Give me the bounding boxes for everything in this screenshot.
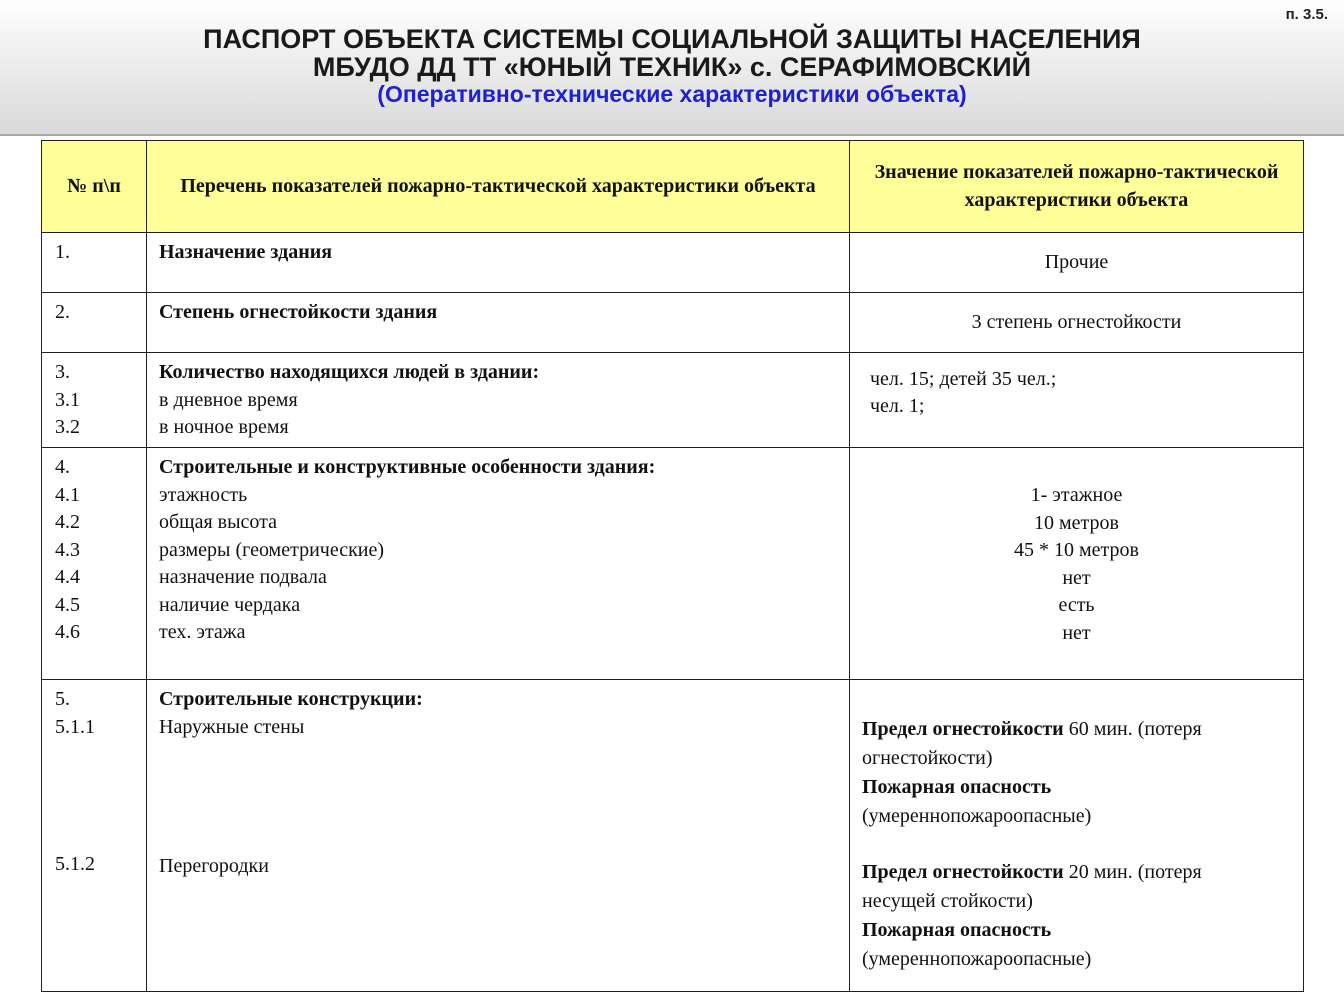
fire-hazard-value: (умереннопожароопасные) xyxy=(862,805,1092,827)
row-number: 1. xyxy=(42,233,147,293)
row-number-line: 4. xyxy=(55,456,70,478)
row-indicator xyxy=(147,680,850,992)
row-value xyxy=(850,680,1304,992)
row-heading: Количество находящихся людей в здании: xyxy=(159,361,540,383)
table-row xyxy=(42,353,1304,448)
characteristics-table xyxy=(41,140,1304,992)
row-value: Прочие xyxy=(850,233,1304,293)
row-number-line: 3.1 xyxy=(55,388,80,411)
row-item: этажность xyxy=(159,483,248,506)
row-number-line: 4.6 xyxy=(55,621,80,643)
table-row xyxy=(42,680,1304,992)
table-row xyxy=(42,448,1304,680)
row-number-line: 3. xyxy=(55,361,70,383)
row-indicator xyxy=(147,448,850,680)
row-value xyxy=(850,448,1304,680)
row-value: 3 степень огнестойкости xyxy=(850,293,1304,353)
row-number-line: 4.2 xyxy=(55,511,80,533)
row-number xyxy=(42,353,147,448)
row-item: в дневное время xyxy=(159,388,298,411)
row-number xyxy=(42,448,147,680)
fire-resistance-label: Предел огнестойкости xyxy=(862,718,1064,740)
table-header-row xyxy=(42,141,1304,233)
title-line-1: ПАСПОРТ ОБЪЕКТА СИСТЕМЫ СОЦИАЛЬНОЙ ЗАЩИТЫ НАСЕЛЕНИЯ xyxy=(203,24,1141,54)
row-value-line: чел. 15; детей 35 чел.; xyxy=(870,367,1057,390)
row-number-line: 3.2 xyxy=(55,416,80,438)
row-item: Наружные стены xyxy=(159,715,305,738)
row-indicator xyxy=(147,353,850,448)
row-number: 2. xyxy=(42,293,147,353)
partitions-fire-properties xyxy=(862,858,1291,974)
fire-resistance-cont: огнестойкости) xyxy=(862,747,993,769)
fire-resistance-value: 60 мин. (потеря xyxy=(1063,718,1202,740)
row-indicator: Назначение здания xyxy=(147,233,850,293)
column-header-number: № п\п xyxy=(42,141,147,233)
fire-hazard-label: Пожарная опасность xyxy=(862,919,1052,941)
row-value-line: 10 метров xyxy=(1034,511,1119,534)
row-item: размеры (геометрические) xyxy=(159,538,385,561)
row-item: тех. этажа xyxy=(159,621,246,643)
row-number-line: 5.1.1 xyxy=(55,715,95,738)
fire-hazard-value: (умереннопожароопасные) xyxy=(862,948,1092,970)
row-item: назначение подвала xyxy=(159,566,327,588)
fire-resistance-label: Предел огнестойкости xyxy=(862,861,1064,883)
row-item: в ночное время xyxy=(159,416,289,438)
row-heading: Строительные конструкции: xyxy=(159,688,423,710)
walls-fire-properties xyxy=(862,715,1291,831)
row-number-line: 4.1 xyxy=(55,483,80,506)
row-number xyxy=(42,680,147,992)
row-heading: Строительные и конструктивные особенности здания: xyxy=(159,456,656,478)
row-value-line: чел. 1; xyxy=(870,395,925,417)
row-item: наличие чердака xyxy=(159,593,301,616)
row-item: общая высота xyxy=(159,511,278,533)
title-line-2: МБУДО ДД ТТ «ЮНЫЙ ТЕХНИК» с. СЕРАФИМОВСКИЙ xyxy=(312,52,1032,82)
fire-resistance-value: 20 мин. (потеря xyxy=(1063,861,1202,883)
row-number-line: 4.3 xyxy=(55,538,80,561)
subtitle: (Оперативно-технические характеристики объекта) xyxy=(377,81,967,107)
column-header-indicator: Перечень показателей пожарно-тактической характеристики объекта xyxy=(147,141,850,233)
row-item: Перегородки xyxy=(159,855,269,877)
row-value-line: есть xyxy=(1058,594,1095,616)
page-header xyxy=(0,0,1344,136)
row-value-line: 45 * 10 метров xyxy=(1014,539,1139,561)
table-row xyxy=(42,233,1304,293)
column-header-value: Значение показателей пожарно-тактической характеристики объекта xyxy=(850,141,1304,233)
row-indicator: Степень огнестойкости здания xyxy=(147,293,850,353)
row-number-line: 4.4 xyxy=(55,566,80,588)
page-number: п. 3.5. xyxy=(1285,6,1328,23)
table-row xyxy=(42,293,1304,353)
row-value-line: нет xyxy=(1062,621,1091,644)
row-value xyxy=(850,353,1304,448)
row-number-line: 4.5 xyxy=(55,593,80,616)
row-number-line: 5. xyxy=(55,688,70,710)
row-number-line: 5.1.2 xyxy=(55,853,95,875)
row-value-line: нет xyxy=(1062,566,1091,589)
fire-hazard-label: Пожарная опасность xyxy=(862,776,1052,798)
fire-resistance-cont: несущей стойкости) xyxy=(862,890,1033,912)
row-value-line: 1- этажное xyxy=(1030,484,1123,506)
